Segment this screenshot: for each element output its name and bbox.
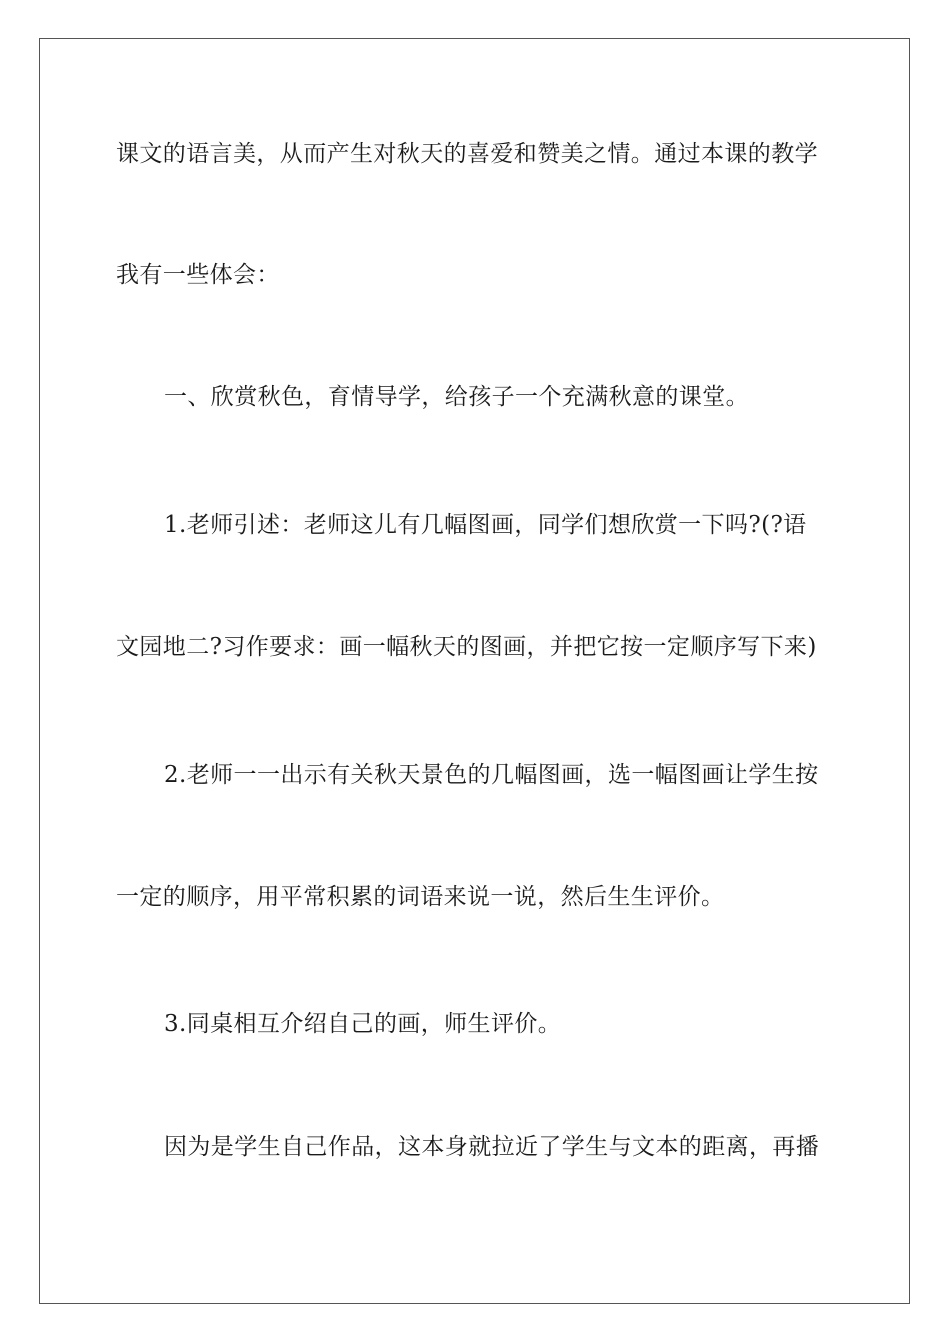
list-item-2-line-2: 一定的顺序，用平常积累的词语来说一说，然后生生评价。 xyxy=(116,884,725,910)
list-item-1-line-2: 文园地二?习作要求：画一幅秋天的图画，并把它按一定顺序写下来) xyxy=(116,634,817,660)
page-border xyxy=(39,38,910,1304)
section-heading-1: 一、欣赏秋色，育情导学，给孩子一个充满秋意的课堂。 xyxy=(164,384,749,410)
list-item-2-line-1: 2.老师一一出示有关秋天景色的几幅图画，选一幅图画让学生按 xyxy=(164,762,819,788)
paragraph-line-1: 课文的语言美，从而产生对秋天的喜爱和赞美之情。通过本课的教学 xyxy=(116,141,818,167)
list-item-1-line-1: 1.老师引述：老师这儿有几幅图画，同学们想欣赏一下吗?(?语 xyxy=(164,512,807,538)
paragraph-line-2: 我有一些体会： xyxy=(116,262,280,288)
paragraph-line-final: 因为是学生自己作品，这本身就拉近了学生与文本的距离，再播 xyxy=(164,1134,820,1160)
list-item-3: 3.同桌相互介绍自己的画，师生评价。 xyxy=(164,1011,562,1037)
